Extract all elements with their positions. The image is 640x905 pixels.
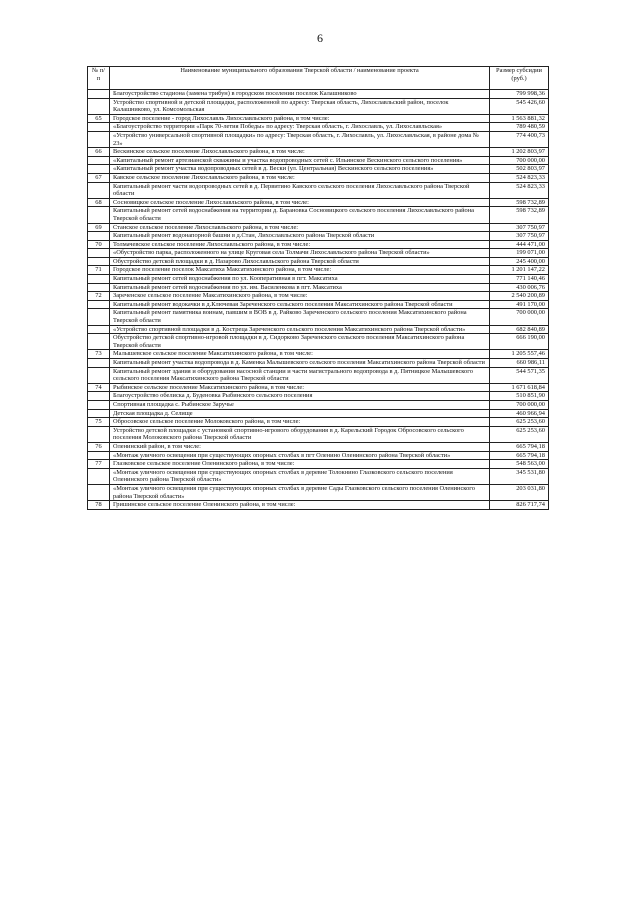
row-name: Оленинский район, в том числе: bbox=[110, 442, 490, 451]
row-amount: 307 750,97 bbox=[490, 223, 549, 232]
row-number: 74 bbox=[88, 383, 110, 392]
row-name: Городское поселение - город Лихославль Лихославльского района, в том числе: bbox=[110, 114, 490, 123]
row-name: Вескинское сельское поселение Лихославльского района, в том числе: bbox=[110, 148, 490, 157]
row-amount: 460 966,94 bbox=[490, 409, 549, 418]
row-number bbox=[88, 300, 110, 309]
row-number bbox=[88, 484, 110, 500]
row-number bbox=[88, 165, 110, 174]
row-amount: 799 998,36 bbox=[490, 90, 549, 99]
row-number bbox=[88, 367, 110, 383]
row-amount: 1 671 618,84 bbox=[490, 383, 549, 392]
row-amount: 199 071,00 bbox=[490, 249, 549, 258]
row-amount: 491 170,00 bbox=[490, 300, 549, 309]
row-name: Благоустройство стадиона (замена трибун) в городском поселении поселок Калашниково bbox=[110, 90, 490, 99]
row-number bbox=[88, 426, 110, 442]
row-amount: 1 202 803,97 bbox=[490, 148, 549, 157]
table-row bbox=[88, 309, 549, 325]
row-amount: 666 190,00 bbox=[490, 334, 549, 350]
table-row bbox=[88, 350, 549, 359]
table-row bbox=[88, 392, 549, 401]
table-row bbox=[88, 114, 549, 123]
row-amount: 548 563,00 bbox=[490, 460, 549, 469]
table-row bbox=[88, 223, 549, 232]
row-amount: 682 840,89 bbox=[490, 325, 549, 334]
row-number: 77 bbox=[88, 460, 110, 469]
row-name: Капитальный ремонт сетей водоснабжения по ул. Кооперативная в пгт. Максатиха bbox=[110, 275, 490, 284]
row-number: 66 bbox=[88, 148, 110, 157]
table-row bbox=[88, 123, 549, 132]
row-amount: 700 000,00 bbox=[490, 309, 549, 325]
row-amount: 774 400,73 bbox=[490, 131, 549, 147]
row-number bbox=[88, 249, 110, 258]
row-name: «Монтаж уличного освещения при существующих опорных столбах в пгт Оленино Оленинского района Тверской области» bbox=[110, 451, 490, 460]
row-name: «Устройство универсальной спортивной площадки» по адресу: Тверская область, г. Лихославль, ул. Лихославльская, в районе дома № 23» bbox=[110, 131, 490, 147]
row-name: «Капитальный ремонт артезианской скважины и участка водопроводных сетей с. Ильинское Вескинского сельского поселения» bbox=[110, 156, 490, 165]
table-row bbox=[88, 98, 549, 114]
row-number bbox=[88, 182, 110, 198]
row-name: Глазковское сельское поселение Оленинского района, в том числе: bbox=[110, 460, 490, 469]
row-name: «Обустройство парка, расположенного на улице Круговая села Толмачи Лихославльского района Тверской области» bbox=[110, 249, 490, 258]
row-name: Обросовское сельское поселение Молоковского района, в том числе: bbox=[110, 418, 490, 427]
row-name: Кавское сельское поселение Лихославльского района, в том числе: bbox=[110, 173, 490, 182]
row-amount: 665 794,18 bbox=[490, 451, 549, 460]
row-name: Капитальный ремонт участка водопровода в д. Каменка Малышевского сельского поселения Максатихинского района Тверской области bbox=[110, 359, 490, 368]
row-number: 73 bbox=[88, 350, 110, 359]
row-number: 78 bbox=[88, 501, 110, 510]
row-name: «Капитальный ремонт участка водопроводных сетей в д. Вески (ул. Центральная) Вескинского сельского поселения» bbox=[110, 165, 490, 174]
table-row bbox=[88, 383, 549, 392]
row-amount: 2 540 200,89 bbox=[490, 292, 549, 301]
row-name: Устройство детской площадки с установкой спортивно-игрового оборудования в д. Карельский Городок Обросовского сельского поселения Молоковского района Тверской области bbox=[110, 426, 490, 442]
row-number bbox=[88, 98, 110, 114]
row-name: Капитальный ремонт части водопроводных сетей в д. Первитино Кавского сельского поселения Лихославльского района Тверской области bbox=[110, 182, 490, 198]
row-number: 75 bbox=[88, 418, 110, 427]
row-name: Капитальный ремонт здания и оборудования насосной станции и части магистрального водопровода в д. Пятницкое Малышевского сельского поселения Максатихинского района Тверской области bbox=[110, 367, 490, 383]
row-number: 65 bbox=[88, 114, 110, 123]
table-row bbox=[88, 90, 549, 99]
row-number bbox=[88, 90, 110, 99]
row-amount: 598 732,89 bbox=[490, 207, 549, 223]
row-number bbox=[88, 283, 110, 292]
row-number bbox=[88, 275, 110, 284]
row-amount: 502 803,97 bbox=[490, 165, 549, 174]
table-row bbox=[88, 156, 549, 165]
table-row bbox=[88, 501, 549, 510]
table-row bbox=[88, 418, 549, 427]
table-row bbox=[88, 232, 549, 241]
table-row bbox=[88, 292, 549, 301]
row-number bbox=[88, 309, 110, 325]
header-number: № п/п bbox=[88, 67, 110, 90]
row-amount: 544 571,35 bbox=[490, 367, 549, 383]
row-name: Рыбинское сельское поселение Максатихинского района, в том числе: bbox=[110, 383, 490, 392]
row-name: Устройство спортивной и детской площадки, расположенной по адресу: Тверская область, Лихославльский район, поселок Калашниково, ул. Комсомольская bbox=[110, 98, 490, 114]
subsidy-table bbox=[87, 66, 549, 510]
row-name: Капитальный ремонт сетей водоснабжения на территории д. Барановка Сосновицкого сельского поселения Лихославльского района Тверской области bbox=[110, 207, 490, 223]
row-name: Сосновицкое сельское поселение Лихославльского района, в том числе: bbox=[110, 198, 490, 207]
row-number bbox=[88, 359, 110, 368]
row-number bbox=[88, 392, 110, 401]
table-row bbox=[88, 198, 549, 207]
row-amount: 430 006,76 bbox=[490, 283, 549, 292]
row-name: Обустройство детской спортивно-игровой площадки в д. Сидорково Зареченского сельского поселения Максатихинского района Тверской области bbox=[110, 334, 490, 350]
table-row bbox=[88, 300, 549, 309]
row-amount: 1 563 881,32 bbox=[490, 114, 549, 123]
row-number: 72 bbox=[88, 292, 110, 301]
row-number bbox=[88, 400, 110, 409]
row-number bbox=[88, 156, 110, 165]
table-body bbox=[88, 90, 549, 510]
row-amount: 307 750,97 bbox=[490, 232, 549, 241]
row-amount: 665 794,18 bbox=[490, 442, 549, 451]
row-name: «Устройство спортивной площадки в д. Костреца Зареченского сельского поселения Максатихинского района Тверской области» bbox=[110, 325, 490, 334]
table-row bbox=[88, 207, 549, 223]
row-number bbox=[88, 232, 110, 241]
row-amount: 245 400,00 bbox=[490, 257, 549, 266]
row-amount: 1 201 147,22 bbox=[490, 266, 549, 275]
table-row bbox=[88, 451, 549, 460]
row-amount: 660 986,11 bbox=[490, 359, 549, 368]
row-number bbox=[88, 123, 110, 132]
row-name: Городское поселение поселок Максатиха Максатихинского района, в том числе: bbox=[110, 266, 490, 275]
row-number bbox=[88, 409, 110, 418]
header-amount: Размер субсидии (руб.) bbox=[490, 67, 549, 90]
row-name: Капитальный ремонт водокачки в д.Ключевая Зареченского сельского поселения Максатихинского района Тверской области bbox=[110, 300, 490, 309]
table-row bbox=[88, 131, 549, 147]
row-number: 68 bbox=[88, 198, 110, 207]
row-name: Спортивная площадка с. Рыбинское Заручье bbox=[110, 400, 490, 409]
row-amount: 625 253,60 bbox=[490, 418, 549, 427]
row-name: Капитальный ремонт водонапорной башни в д.Стан, Лихославльского района Тверской области bbox=[110, 232, 490, 241]
table-header-row bbox=[88, 67, 549, 90]
page-number: 6 bbox=[317, 31, 323, 45]
table-row bbox=[88, 165, 549, 174]
row-number bbox=[88, 325, 110, 334]
row-name: Зареченское сельское поселение Максатихинского района, в том числе: bbox=[110, 292, 490, 301]
table-row bbox=[88, 409, 549, 418]
row-amount: 524 823,33 bbox=[490, 182, 549, 198]
table-row bbox=[88, 334, 549, 350]
header-name: Наименование муниципального образования Тверской области / наименование проекта bbox=[110, 67, 490, 90]
row-name: Детская площадка д. Селище bbox=[110, 409, 490, 418]
row-name: «Монтаж уличного освещения при существующих опорных столбах в деревне Сады Глазковского сельского поселения Оленинского района Тверской области» bbox=[110, 484, 490, 500]
row-amount: 826 717,74 bbox=[490, 501, 549, 510]
table-row bbox=[88, 266, 549, 275]
row-amount: 771 140,46 bbox=[490, 275, 549, 284]
row-name: Капитальный ремонт сетей водоснабжения по ул. им. Василенкова в пгт. Максатиха bbox=[110, 283, 490, 292]
table-row bbox=[88, 182, 549, 198]
row-name: Капитальный ремонт памятника воинам, павшим в ВОВ в д. Райково Зареченского сельского поселения Максатихинского района Тверской области bbox=[110, 309, 490, 325]
row-amount: 598 732,89 bbox=[490, 198, 549, 207]
row-number bbox=[88, 334, 110, 350]
row-number bbox=[88, 451, 110, 460]
table-row bbox=[88, 484, 549, 500]
row-number bbox=[88, 207, 110, 223]
row-number: 70 bbox=[88, 240, 110, 249]
row-amount: 789 480,59 bbox=[490, 123, 549, 132]
table-row bbox=[88, 240, 549, 249]
table-row bbox=[88, 367, 549, 383]
table-row bbox=[88, 442, 549, 451]
row-amount: 700 000,00 bbox=[490, 156, 549, 165]
row-number: 67 bbox=[88, 173, 110, 182]
row-name: Малышевское сельское поселение Максатихинского района, в том числе: bbox=[110, 350, 490, 359]
row-name: Обустройство детской площадки в д. Назарово Лихославльского района Тверской области bbox=[110, 257, 490, 266]
table-row bbox=[88, 460, 549, 469]
table-row bbox=[88, 275, 549, 284]
row-amount: 524 823,33 bbox=[490, 173, 549, 182]
table-row bbox=[88, 257, 549, 266]
row-amount: 345 531,80 bbox=[490, 468, 549, 484]
table-row bbox=[88, 468, 549, 484]
row-amount: 545 426,60 bbox=[490, 98, 549, 114]
row-number: 76 bbox=[88, 442, 110, 451]
row-name: Толмачевское сельское поселение Лихославльского района, в том числе: bbox=[110, 240, 490, 249]
row-amount: 625 253,60 bbox=[490, 426, 549, 442]
row-amount: 510 851,90 bbox=[490, 392, 549, 401]
row-name: Благоустройство обелиска д. Буденовка Рыбинского сельского поселения bbox=[110, 392, 490, 401]
row-name: «Монтаж уличного освещения при существующих опорных столбах в деревне Толокнино Глазковского сельского поселения Оленинского района Тверской области» bbox=[110, 468, 490, 484]
table-row bbox=[88, 249, 549, 258]
row-amount: 203 031,80 bbox=[490, 484, 549, 500]
row-name: Станское сельское поселение Лихославльского района, в том числе: bbox=[110, 223, 490, 232]
row-amount: 700 000,00 bbox=[490, 400, 549, 409]
row-amount: 444 471,00 bbox=[490, 240, 549, 249]
row-number: 71 bbox=[88, 266, 110, 275]
row-number bbox=[88, 131, 110, 147]
row-name: Гришинское сельское поселение Оленинского района, в том числе: bbox=[110, 501, 490, 510]
table-row bbox=[88, 400, 549, 409]
table-row bbox=[88, 173, 549, 182]
table-row bbox=[88, 148, 549, 157]
row-amount: 1 205 557,46 bbox=[490, 350, 549, 359]
table-row bbox=[88, 283, 549, 292]
table-row bbox=[88, 426, 549, 442]
table-row bbox=[88, 325, 549, 334]
row-number: 69 bbox=[88, 223, 110, 232]
row-number bbox=[88, 468, 110, 484]
row-number bbox=[88, 257, 110, 266]
row-name: «Благоустройство территории «Парк 70-летия Победы» по адресу: Тверская область, г. Лихославль, ул. Лихославльская» bbox=[110, 123, 490, 132]
table-row bbox=[88, 359, 549, 368]
